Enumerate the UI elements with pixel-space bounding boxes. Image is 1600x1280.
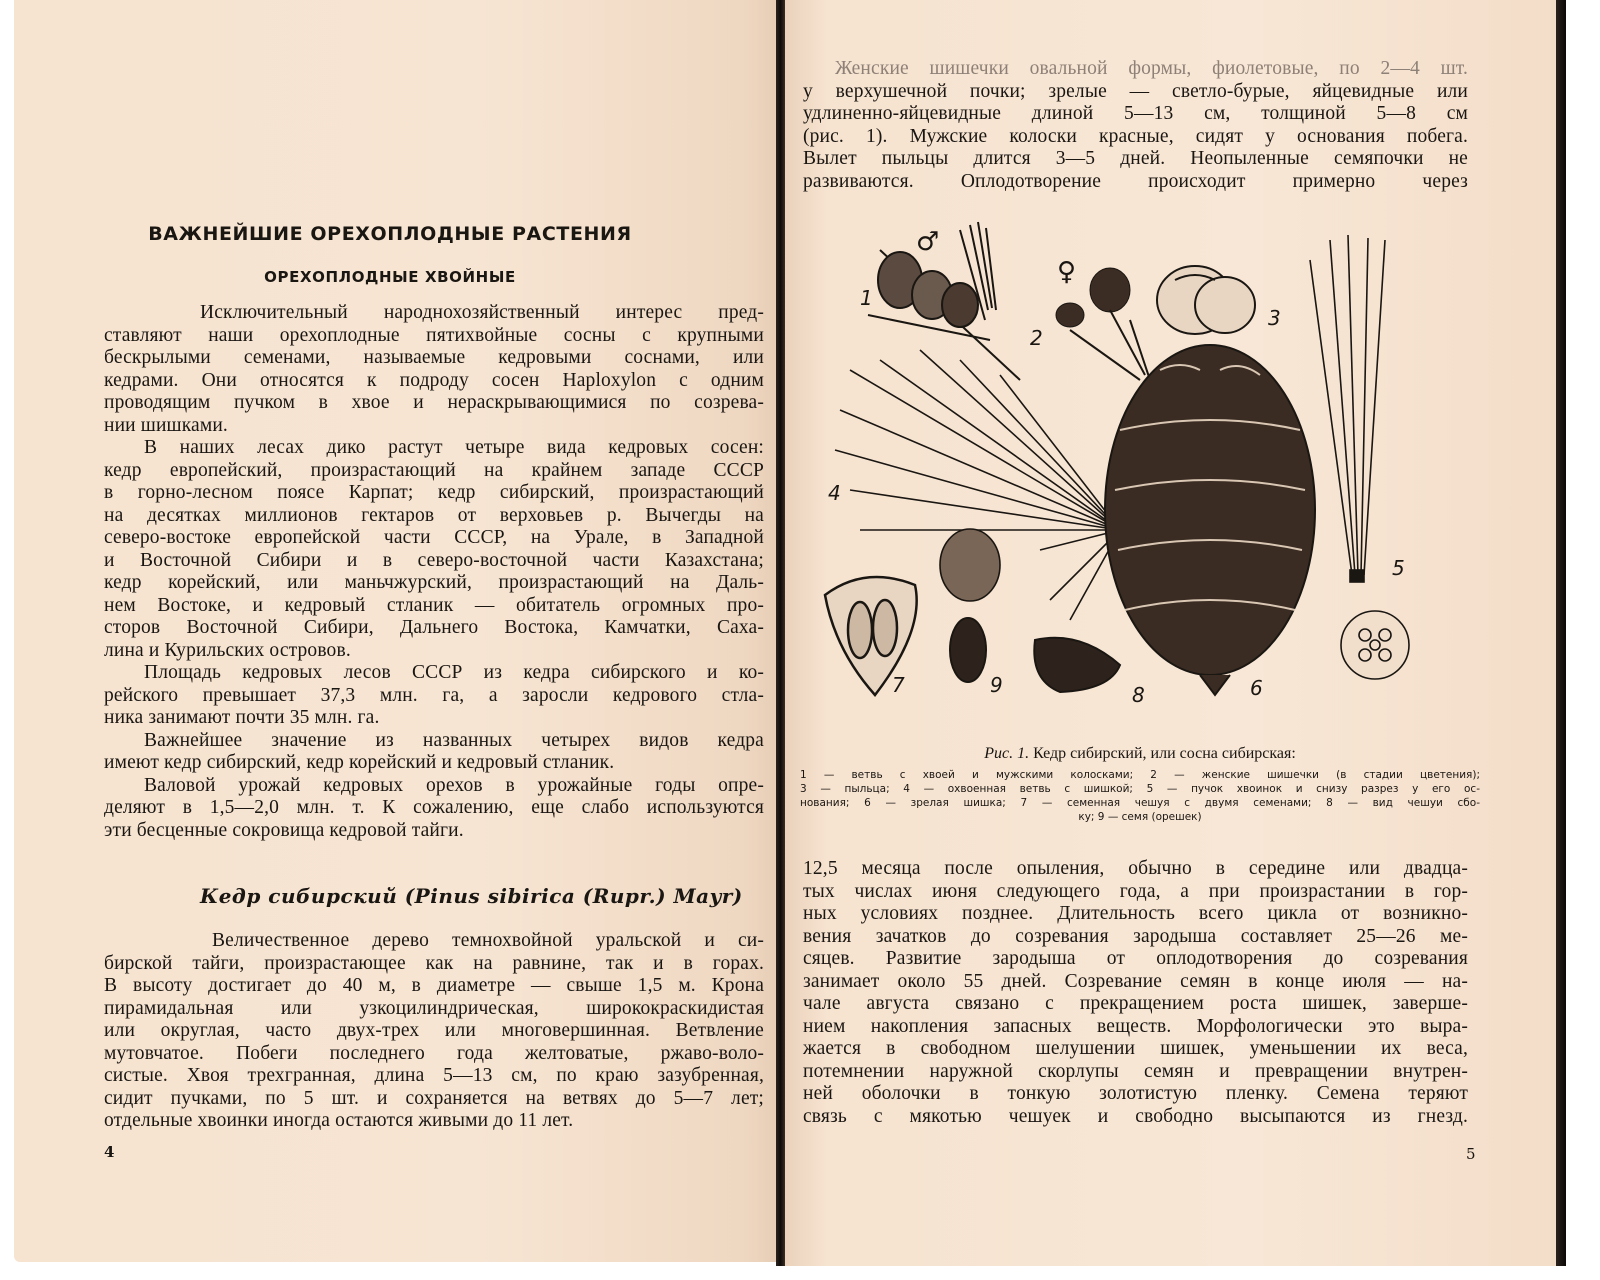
- text-line: вения зачатков до созревания зародыша составляет 25—26 ме-: [803, 925, 1468, 947]
- figure-caption-title: [800, 745, 1480, 763]
- text-line: жается в свободном шелушении шишек, уменьшении их веса,: [803, 1038, 1468, 1059]
- figure-label: 8: [1132, 683, 1145, 707]
- caption-line: 3 — пыльца; 4 — охвоенная ветвь с шишкой; 5 — пучок хвоинок и снизу разрез у его ос-: [800, 783, 1480, 795]
- text-line: или округлая, часто двух-трех или многовершинная. Ветвление: [104, 1020, 764, 1041]
- text-line: ника занимают почти 35 млн. га.: [104, 707, 380, 728]
- text-line: Величественное дерево темнохвойной уральской и си-: [212, 930, 764, 951]
- caption-line: 1 — ветвь с хвоей и мужскими колосками; 2 — женские шишечки (в стадии цветения);: [800, 769, 1480, 781]
- text-line: Исключительный народнохозяйственный интерес пред-: [200, 302, 764, 323]
- text-line: на десятках миллионов гектаров от верховьев р. Вычегды на: [104, 504, 764, 526]
- figure-3-pollen: [1157, 266, 1255, 334]
- text-line: проводящим пучком в хвое и нераскрывающимися по созрева-: [104, 392, 764, 413]
- page-number-right: 5: [1466, 1145, 1476, 1163]
- text-line: северо-востоке европейской части СССР, на Урале, в Западной: [104, 527, 764, 548]
- text-line: нии шишками.: [104, 414, 228, 436]
- text-line: сидит пучками, по 5 шт. и сохраняется на ветвях до 5—7 лет;: [104, 1087, 764, 1109]
- text-line: нием накопления запасных веществ. Морфологически это выра-: [803, 1015, 1468, 1037]
- text-line: сяцев. Развитие зародыша от оплодотворения до созревания: [803, 948, 1468, 969]
- text-line: ставляют наши орехоплодные пятихвойные сосны с крупными: [104, 324, 764, 346]
- figure-label: 6: [1250, 676, 1263, 700]
- figure-caption-text: Кедр сибирский, или сосна сибирская:: [1033, 745, 1296, 762]
- figure-label: 4: [828, 481, 841, 505]
- text-line: деляют в 1,5—2,0 млн. т. К сожалению, еще слабо используются: [104, 797, 764, 818]
- text-line: кедр корейский, или маньчжурский, произрастающий на Даль-: [104, 572, 764, 593]
- intro-text: [104, 302, 764, 842]
- text-line: Важнейшее значение из названных четырех видов кедра: [144, 729, 764, 751]
- figure-label: 9: [990, 673, 1003, 697]
- caption-line: нования; 6 — зрелая шишка; 7 — семенная чешуя с двумя семенами; 8 — вид чешуи сбо-: [800, 797, 1480, 809]
- text-line: нем Востоке, и кедровый стланик — обитатель огромных про-: [104, 594, 764, 616]
- bottom-text: [803, 858, 1468, 1128]
- species-heading: Кедр сибирский (Pinus sibirica (Rupr.) Mayr): [200, 884, 743, 908]
- text-line: в горно-лесном поясе Карпат; кедр сибирский, произрастающий: [104, 482, 764, 503]
- figure-9-seed: [950, 618, 986, 682]
- text-line: кедр европейский, произрастающий на крайнем западе СССР: [104, 459, 764, 481]
- figure-label: 3: [1268, 306, 1281, 330]
- text-line: и Восточной Сибири и в северо-восточной части Казахстана;: [104, 549, 764, 571]
- text-line: (рис. 1). Мужские колоски красные, сидят у основания побега.: [803, 125, 1468, 147]
- text-line: ней оболочки в тонкую золотистую пленку. Семена теряют: [803, 1083, 1468, 1104]
- text-line: отдельные хвоинки иногда остаются живыми до 11 лет.: [104, 1110, 574, 1131]
- text-line: бескрылыми семенами, называемые кедровыми соснами, или: [104, 347, 764, 368]
- text-line: мутовчатое. Побеги последнего года желтоватые, ржаво-воло-: [104, 1042, 764, 1064]
- species-text: [104, 930, 764, 1133]
- text-line: эти бесценные сокровища кедровой тайги.: [104, 819, 464, 841]
- cedar-illustration: [820, 210, 1465, 715]
- text-line: сторов Восточной Сибири, Дальнего Востока, Камчатки, Саха-: [104, 617, 764, 638]
- text-line: Вылет пыльцы длится 3—5 дней. Неопыленные семяпочки не: [803, 148, 1468, 169]
- figure-8-scale-side: [1034, 638, 1120, 692]
- text-line: занимает около 55 дней. Созревание семян в конце июля — на-: [803, 970, 1468, 992]
- section-heading: ВАЖНЕЙШИЕ ОРЕХОПЛОДНЫЕ РАСТЕНИЯ: [148, 223, 632, 245]
- text-line: имеют кедр сибирский, кедр корейский и кедровый стланик.: [104, 752, 615, 773]
- figure-label: 1: [860, 286, 873, 310]
- text-line: 12,5 месяца после опыления, обычно в середине или двадца-: [803, 858, 1468, 879]
- male-symbol: ♂: [916, 227, 940, 257]
- page-number-left: 4: [104, 1143, 115, 1161]
- text-line: рейского превышает 37,3 млн. га, а заросли кедрового стла-: [104, 684, 764, 706]
- text-line: удлиненно-яйцевидные длиной 5—13 см, толщиной 5—8 см: [803, 103, 1468, 124]
- caption-line: ку; 9 — семя (орешек): [1078, 811, 1202, 823]
- figure-caption-prefix: Рис. 1.: [984, 745, 1030, 762]
- text-line-content: Женские шишечки овальной формы, фиолетовые, по 2—4 шт.: [835, 58, 1468, 79]
- book-gutter: [776, 0, 785, 1266]
- top-text: [803, 58, 1468, 193]
- book-edge: [1556, 0, 1566, 1266]
- text-line: тых числах июня следующего года, а при произрастании в гор-: [803, 880, 1468, 902]
- text-line: ных условиях позднее. Длительность всего цикла от возникно-: [803, 903, 1468, 924]
- text-line: лина и Курильских островов.: [104, 639, 351, 661]
- text-line: В наших лесах дико растут четыре вида кедровых сосен:: [144, 437, 764, 458]
- text-line: развиваются. Оплодотворение происходит примерно через: [803, 170, 1468, 192]
- text-line: пирамидальная или узкоцилиндрическая, ширококраскидистая: [104, 997, 764, 1019]
- female-symbol: ♀: [1057, 257, 1077, 287]
- figure-1-branch-male: [868, 222, 1020, 380]
- text-line: потемнении наружной скорлупы семян и превращении внутрен-: [803, 1060, 1468, 1082]
- figure-5-needle-bundle: [1310, 235, 1409, 679]
- figure-6-mature-cone: [1105, 345, 1315, 695]
- text-line: кедрами. Они относятся к подроду сосен Haploxylon с одним: [104, 369, 764, 391]
- text-line: систые. Хвоя трехгранная, длина 5—13 см, по краю зазубренная,: [104, 1065, 764, 1086]
- figure-label: 5: [1392, 556, 1405, 580]
- text-line: В высоту достигает до 40 м, в диаметре — свыше 1,5 м. Крона: [104, 975, 764, 996]
- figure-caption-legend: [800, 768, 1480, 824]
- text-line: Валовой урожай кедровых орехов в урожайные годы опре-: [144, 774, 764, 796]
- figure-label: 7: [892, 673, 905, 697]
- text-line: у верхушечной почки; зрелые — светло-бурые, яйцевидные или: [803, 80, 1468, 102]
- section-subheading: ОРЕХОПЛОДНЫЕ ХВОЙНЫЕ: [264, 268, 516, 286]
- figure-label: 2: [1030, 326, 1043, 350]
- text-line: чале августа связано с прекращением роста шишек, заверше-: [803, 993, 1468, 1014]
- text-line: [803, 58, 1468, 81]
- text-line: связь с мякотью чешуек и свободно высыпаются из гнезд.: [803, 1105, 1468, 1127]
- text-line: бирской тайги, произрастающее как на равнине, так и в горах.: [104, 952, 764, 974]
- text-line: Площадь кедровых лесов СССР из кедра сибирского и ко-: [144, 662, 764, 683]
